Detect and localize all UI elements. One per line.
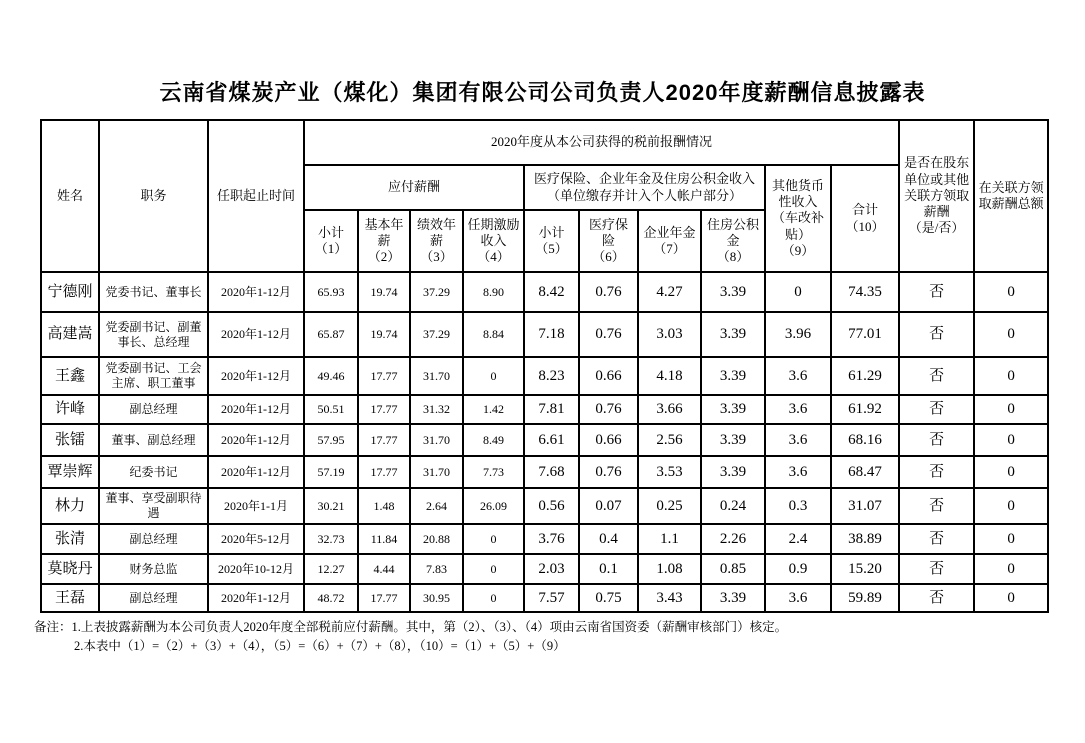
- value-cell: 7.18: [524, 312, 579, 357]
- name-cell: 王鑫: [41, 357, 99, 395]
- tenure-cell: 2020年1-12月: [208, 312, 304, 357]
- header-total-label: 合计: [852, 202, 879, 218]
- header-insurance-group: 医疗保险、企业年金及住房公积金收入（单位缴存并计入个人帐户部分）: [524, 165, 765, 210]
- related-amount-cell: 0: [974, 424, 1048, 456]
- related-amount-cell: 0: [974, 357, 1048, 395]
- page-title: 云南省煤炭产业（煤化）集团有限公司公司负责人2020年度薪酬信息披露表: [159, 80, 926, 105]
- value-cell: 3.96: [765, 312, 831, 357]
- document-page: [0, 76, 1085, 743]
- table-row: [41, 488, 1048, 524]
- value-cell: 3.76: [524, 524, 579, 554]
- value-cell: 3.53: [638, 456, 701, 488]
- related-amount-cell: 0: [974, 272, 1048, 312]
- value-cell: 31.32: [410, 395, 463, 424]
- value-cell: 3.43: [638, 584, 701, 612]
- subheader-num: （2）: [367, 249, 401, 265]
- table-row: [41, 395, 1048, 424]
- value-cell: 2.56: [638, 424, 701, 456]
- value-cell: 74.35: [831, 272, 899, 312]
- value-cell: 3.66: [638, 395, 701, 424]
- value-cell: 0: [463, 584, 524, 612]
- subheader-label: 任期激励收入: [467, 216, 520, 248]
- tenure-cell: 2020年1-12月: [208, 395, 304, 424]
- name-cell: 高建嵩: [41, 312, 99, 357]
- related-amount-cell: 0: [974, 395, 1048, 424]
- related-amount-cell: 0: [974, 524, 1048, 554]
- value-cell: 30.95: [410, 584, 463, 612]
- value-cell: 3.6: [765, 456, 831, 488]
- tenure-cell: 2020年1-1月: [208, 488, 304, 524]
- value-cell: 1.48: [358, 488, 410, 524]
- related-pay-cell: 否: [899, 554, 974, 584]
- value-cell: 1.08: [638, 554, 701, 584]
- value-cell: 3.6: [765, 357, 831, 395]
- subheader-label: 医疗保险: [588, 216, 628, 248]
- header-related-pay-label: 是否在股东单位或其他关联方领取薪酬: [904, 155, 970, 220]
- value-cell: 12.27: [304, 554, 358, 584]
- value-cell: 3.39: [701, 424, 765, 456]
- related-pay-cell: 否: [899, 424, 974, 456]
- value-cell: 1.1: [638, 524, 701, 554]
- value-cell: 65.87: [304, 312, 358, 357]
- header-payable-group: 应付薪酬: [304, 165, 524, 210]
- table-row: [41, 456, 1048, 488]
- value-cell: 0.76: [579, 395, 638, 424]
- value-cell: 0.66: [579, 357, 638, 395]
- header-enterprise-annuity: [638, 210, 701, 272]
- value-cell: 2.64: [410, 488, 463, 524]
- value-cell: 0.07: [579, 488, 638, 524]
- related-pay-cell: 否: [899, 272, 974, 312]
- footnote-2: 2.本表中（1）=（2）+（3）+（4），（5）=（6）+（7）+（8），（10）=（1）+（5）+（9）: [74, 638, 566, 653]
- subheader-label: 绩效年薪: [416, 216, 456, 248]
- related-pay-cell: 否: [899, 312, 974, 357]
- value-cell: 0: [463, 357, 524, 395]
- value-cell: 32.73: [304, 524, 358, 554]
- subheader-label: 基本年薪: [364, 216, 404, 248]
- value-cell: 4.27: [638, 272, 701, 312]
- value-cell: 3.39: [701, 456, 765, 488]
- value-cell: 19.74: [358, 272, 410, 312]
- value-cell: 0: [463, 554, 524, 584]
- value-cell: 37.29: [410, 312, 463, 357]
- name-cell: 王磊: [41, 584, 99, 612]
- subheader-label: 住房公积金: [706, 216, 759, 248]
- value-cell: 8.84: [463, 312, 524, 357]
- position-cell: 党委书记、董事长: [99, 272, 208, 312]
- footnote-1: 备注：1.上表披露薪酬为本公司负责人2020年度全部税前应付薪酬。其中，第（2）、（3）、（4）项由云南省国资委（薪酬审核部门）核定。: [34, 620, 788, 634]
- position-cell: 党委副书记、副董事长、总经理: [99, 312, 208, 357]
- value-cell: 2.26: [701, 524, 765, 554]
- related-pay-cell: 否: [899, 488, 974, 524]
- value-cell: 19.74: [358, 312, 410, 357]
- value-cell: 6.61: [524, 424, 579, 456]
- related-amount-cell: 0: [974, 584, 1048, 612]
- position-cell: 财务总监: [99, 554, 208, 584]
- value-cell: 7.57: [524, 584, 579, 612]
- value-cell: 38.89: [831, 524, 899, 554]
- value-cell: 3.39: [701, 357, 765, 395]
- value-cell: 7.81: [524, 395, 579, 424]
- value-cell: 0.66: [579, 424, 638, 456]
- value-cell: 30.21: [304, 488, 358, 524]
- value-cell: 8.23: [524, 357, 579, 395]
- position-cell: 董事、享受副职待遇: [99, 488, 208, 524]
- subheader-num: （5）: [535, 241, 568, 256]
- header-subtotal-1: [304, 210, 358, 272]
- header-other-income: [765, 165, 831, 272]
- position-cell: 党委副书记、工会主席、职工董事: [99, 357, 208, 395]
- tenure-cell: 2020年1-12月: [208, 272, 304, 312]
- value-cell: 7.83: [410, 554, 463, 584]
- value-cell: 3.03: [638, 312, 701, 357]
- value-cell: 0.56: [524, 488, 579, 524]
- salary-table: [40, 119, 1049, 613]
- value-cell: 8.49: [463, 424, 524, 456]
- value-cell: 26.09: [463, 488, 524, 524]
- position-cell: 纪委书记: [99, 456, 208, 488]
- value-cell: 48.72: [304, 584, 358, 612]
- value-cell: 17.77: [358, 456, 410, 488]
- related-amount-cell: 0: [974, 554, 1048, 584]
- value-cell: 61.29: [831, 357, 899, 395]
- value-cell: 17.77: [358, 424, 410, 456]
- table-row: [41, 524, 1048, 554]
- table-row: [41, 584, 1048, 612]
- value-cell: 0.1: [579, 554, 638, 584]
- header-other-income-label: 其他货币性收入（车改补贴）: [771, 177, 824, 242]
- tenure-cell: 2020年1-12月: [208, 424, 304, 456]
- table-row: [41, 357, 1048, 395]
- value-cell: 0.9: [765, 554, 831, 584]
- value-cell: 57.95: [304, 424, 358, 456]
- value-cell: 2.4: [765, 524, 831, 554]
- header-total-num: （10）: [845, 218, 885, 234]
- tenure-cell: 2020年5-12月: [208, 524, 304, 554]
- value-cell: 49.46: [304, 357, 358, 395]
- value-cell: 4.18: [638, 357, 701, 395]
- subheader-num: （6）: [592, 249, 625, 265]
- related-pay-cell: 否: [899, 456, 974, 488]
- value-cell: 65.93: [304, 272, 358, 312]
- header-performance-salary: [410, 210, 463, 272]
- value-cell: 8.42: [524, 272, 579, 312]
- header-tenure: 任职起止时间: [208, 120, 304, 272]
- header-subtotal-5: [524, 210, 579, 272]
- value-cell: 1.42: [463, 395, 524, 424]
- value-cell: 61.92: [831, 395, 899, 424]
- value-cell: 0.4: [579, 524, 638, 554]
- value-cell: 8.90: [463, 272, 524, 312]
- table-row: [41, 554, 1048, 584]
- header-pretax-group: 2020年度从本公司获得的税前报酬情况: [304, 120, 899, 165]
- value-cell: 0.76: [579, 312, 638, 357]
- name-cell: 宁德刚: [41, 272, 99, 312]
- subheader-num: （7）: [653, 241, 686, 256]
- subheader-num: （1）: [314, 241, 348, 256]
- value-cell: 3.39: [701, 312, 765, 357]
- header-housing-fund: [701, 210, 765, 272]
- related-pay-cell: 否: [899, 395, 974, 424]
- footnotes: [34, 618, 1085, 656]
- header-position: 职务: [99, 120, 208, 272]
- tenure-cell: 2020年1-12月: [208, 584, 304, 612]
- tenure-cell: 2020年10-12月: [208, 554, 304, 584]
- value-cell: 68.16: [831, 424, 899, 456]
- value-cell: 15.20: [831, 554, 899, 584]
- value-cell: 0.3: [765, 488, 831, 524]
- value-cell: 31.70: [410, 424, 463, 456]
- value-cell: 0: [765, 272, 831, 312]
- value-cell: 20.88: [410, 524, 463, 554]
- related-pay-cell: 否: [899, 524, 974, 554]
- table-row: [41, 312, 1048, 357]
- value-cell: 0.76: [579, 456, 638, 488]
- related-amount-cell: 0: [974, 456, 1048, 488]
- value-cell: 3.39: [701, 395, 765, 424]
- header-total: [831, 165, 899, 272]
- subheader-label: 小计: [317, 224, 344, 240]
- name-cell: 张镭: [41, 424, 99, 456]
- name-cell: 张清: [41, 524, 99, 554]
- header-other-income-num: （9）: [781, 242, 815, 258]
- value-cell: 0.75: [579, 584, 638, 612]
- position-cell: 董事、副总经理: [99, 424, 208, 456]
- value-cell: 3.39: [701, 584, 765, 612]
- tenure-cell: 2020年1-12月: [208, 357, 304, 395]
- table-row: [41, 424, 1048, 456]
- table-header: [41, 120, 1048, 272]
- header-name: 姓名: [41, 120, 99, 272]
- value-cell: 4.44: [358, 554, 410, 584]
- position-cell: 副总经理: [99, 395, 208, 424]
- value-cell: 17.77: [358, 357, 410, 395]
- header-medical-insurance: [579, 210, 638, 272]
- header-base-salary: [358, 210, 410, 272]
- value-cell: 57.19: [304, 456, 358, 488]
- header-tenure-incentive: [463, 210, 524, 272]
- related-pay-cell: 否: [899, 584, 974, 612]
- value-cell: 11.84: [358, 524, 410, 554]
- position-cell: 副总经理: [99, 584, 208, 612]
- subheader-num: （8）: [716, 249, 750, 265]
- value-cell: 31.70: [410, 357, 463, 395]
- value-cell: 0.24: [701, 488, 765, 524]
- value-cell: 3.6: [765, 395, 831, 424]
- value-cell: 50.51: [304, 395, 358, 424]
- value-cell: 31.07: [831, 488, 899, 524]
- header-related-total: 在关联方领取薪酬总额: [974, 120, 1048, 272]
- value-cell: 2.03: [524, 554, 579, 584]
- value-cell: 77.01: [831, 312, 899, 357]
- value-cell: 0: [463, 524, 524, 554]
- value-cell: 59.89: [831, 584, 899, 612]
- value-cell: 0.85: [701, 554, 765, 584]
- subheader-num: （3）: [420, 249, 453, 265]
- related-pay-cell: 否: [899, 357, 974, 395]
- name-cell: 莫晓丹: [41, 554, 99, 584]
- name-cell: 许峰: [41, 395, 99, 424]
- subheader-num: （4）: [477, 249, 510, 265]
- table-body: [41, 272, 1048, 612]
- header-related-pay-num: （是/否）: [908, 220, 965, 236]
- value-cell: 0.76: [579, 272, 638, 312]
- header-related-pay: [899, 120, 974, 272]
- value-cell: 3.6: [765, 584, 831, 612]
- value-cell: 68.47: [831, 456, 899, 488]
- value-cell: 7.68: [524, 456, 579, 488]
- value-cell: 17.77: [358, 584, 410, 612]
- value-cell: 37.29: [410, 272, 463, 312]
- value-cell: 0.25: [638, 488, 701, 524]
- tenure-cell: 2020年1-12月: [208, 456, 304, 488]
- name-cell: 覃崇辉: [41, 456, 99, 488]
- subheader-label: 企业年金: [643, 224, 696, 240]
- subheader-label: 小计: [538, 224, 565, 240]
- table-row: [41, 272, 1048, 312]
- value-cell: 3.39: [701, 272, 765, 312]
- value-cell: 3.6: [765, 424, 831, 456]
- related-amount-cell: 0: [974, 488, 1048, 524]
- value-cell: 31.70: [410, 456, 463, 488]
- value-cell: 17.77: [358, 395, 410, 424]
- position-cell: 副总经理: [99, 524, 208, 554]
- related-amount-cell: 0: [974, 312, 1048, 357]
- name-cell: 林力: [41, 488, 99, 524]
- value-cell: 7.73: [463, 456, 524, 488]
